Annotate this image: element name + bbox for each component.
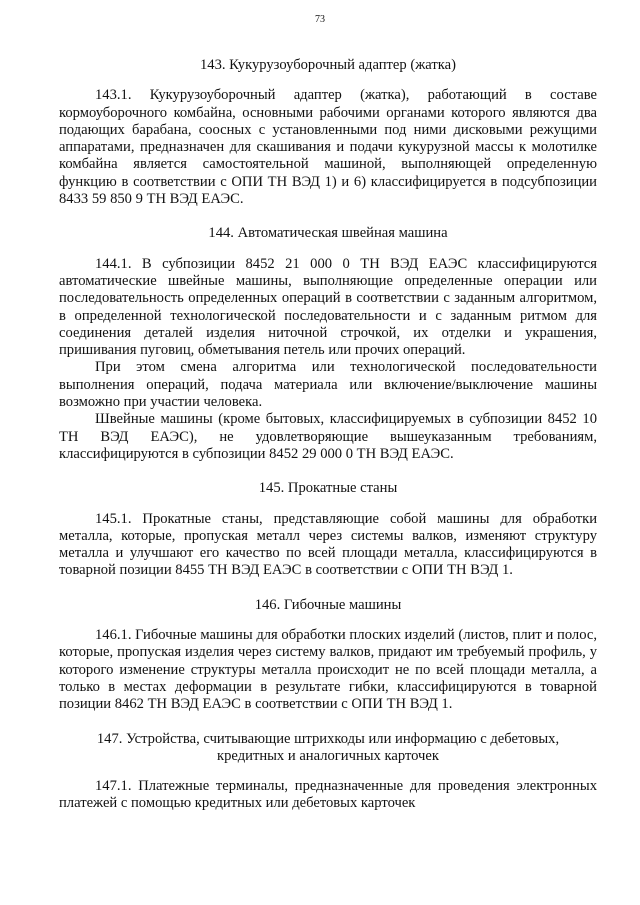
page-number: 73 (315, 14, 325, 25)
paragraph: 145.1. Прокатные станы, представляющие собой машины для обработки металла, которые, пропуская металл через системы валков, изменяют структуру металла и улучшают его качество по всей площади металла, классифицируются в товарной позиции 8455 ТН ВЭД ЕАЭС в соответствии с ОПИ ТН ВЭД 1. (59, 510, 597, 579)
section-heading: 147. Устройства, считывающие штрихкоды или информацию с дебетовых, кредитных и аналогичных карточек (96, 730, 560, 764)
paragraph: 147.1. Платежные терминалы, предназначенные для проведения электронных платежей с помощью кредитных или дебетовых карточек (59, 778, 597, 812)
document-body (59, 57, 597, 813)
paragraph: 146.1. Гибочные машины для обработки плоских изделий (листов, плит и полос, которые, пропуская изделия через систему валков, придают им требуемый профиль, у которого изменение структуры металла происходит не по всей площади металла, а только в местах деформации в результате гибки, классифицируются в товарной позиции 8462 ТН ВЭД ЕАЭС в соответствии с ОПИ ТН ВЭД 1. (59, 627, 597, 713)
section-heading: 143. Кукурузоуборочный адаптер (жатка) (199, 57, 456, 73)
paragraph: 143.1. Кукурузоуборочный адаптер (жатка), работающий в составе кормоуборочного комбайна, основными рабочими органами которого являются два подающих барабана, соосных с установленными под ними дисковыми режущими аппаратами, предназначен для скашивания и подачи кукурузной массы к молотилке комбайна является самостоятельной машиной, выполняющей определенную функцию в соответствии с ОПИ ТН ВЭД 1) и 6) классифицируется в подсубпозиции 8433 59 850 9 ТН ВЭД ЕАЭС. (59, 87, 597, 208)
section-146 (59, 597, 597, 714)
section-143 (59, 57, 597, 208)
paragraph: 144.1. В субпозиции 8452 21 000 0 ТН ВЭД ЕАЭС классифицируются автоматические швейные машины, выполняющие определенные операции или последовательность определенных операций в соответствии с заданным алгоритмом, в определенной технологической последовательности и с заданным ритмом для соединения деталей изделия ниточной строчкой, их отделки и украшения, пришивания пуговиц, обметывания петель или прочих операций. (59, 255, 597, 359)
section-heading: 145. Прокатные станы (258, 480, 398, 497)
section-144 (59, 225, 597, 463)
section-heading: 146. Гибочные машины (254, 596, 402, 613)
section-145 (59, 480, 597, 579)
paragraph: При этом смена алгоритма или технологической последовательности выполнения операций, подача материала или включение/выключение машины возможно при участии человека. (59, 359, 597, 411)
section-heading: 144. Автоматическая швейная машина (208, 225, 448, 242)
section-147 (59, 731, 597, 813)
paragraph: Швейные машины (кроме бытовых, классифицируемых в субпозиции 8452 10 ТН ВЭД ЕАЭС), не удовлетворяющие вышеуказанным требованиям, классифицируются в субпозиции 8452 29 000 0 ТН ВЭД ЕАЭС. (59, 411, 597, 462)
